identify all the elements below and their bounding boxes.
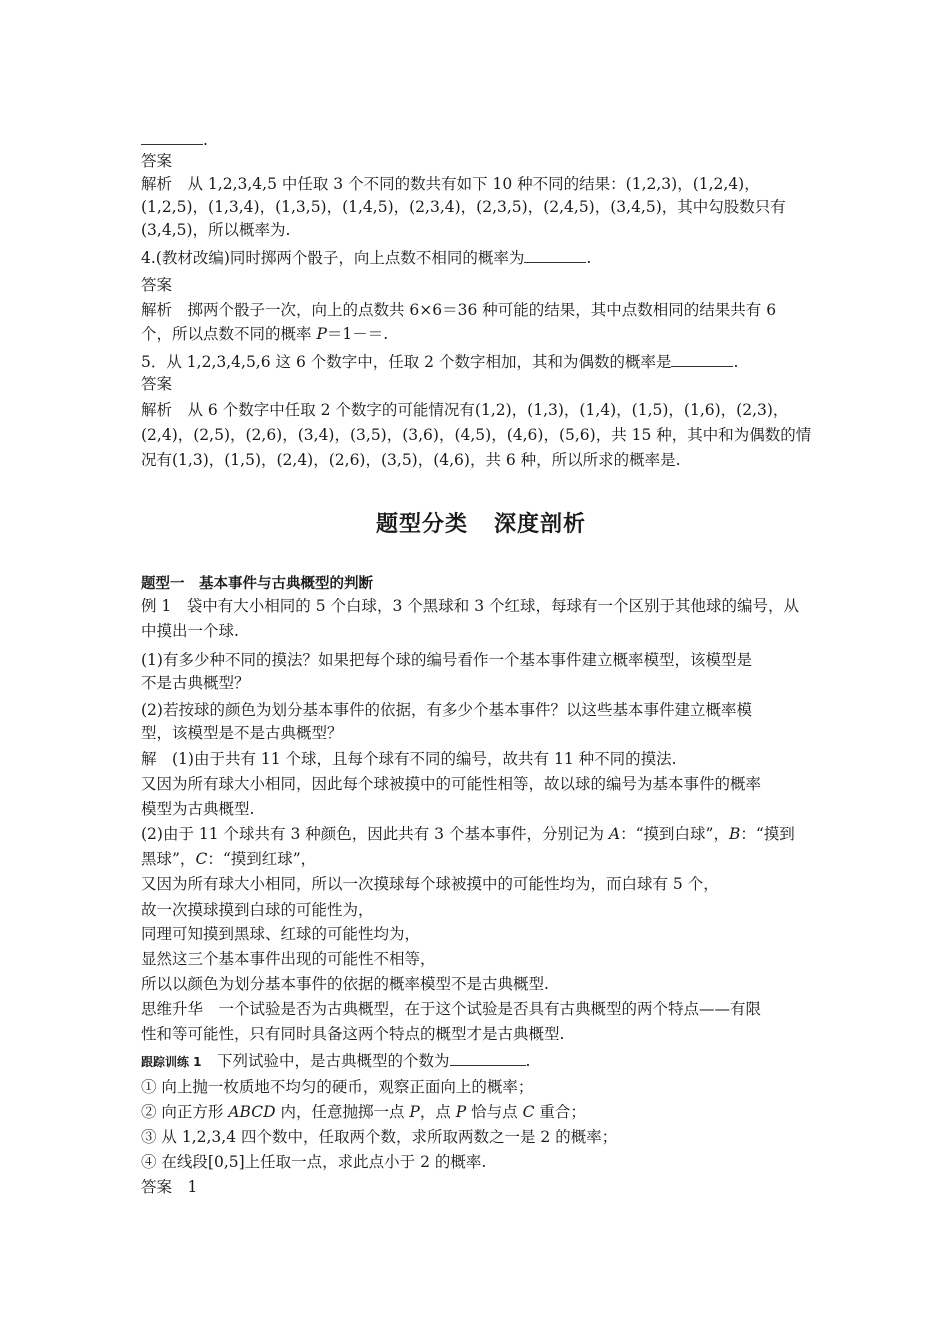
example-line: (1)有多少种不同的摸法？如果把每个球的编号看作一个基本事件建立概率模型，该模型是 <box>141 651 752 669</box>
answer-blank <box>671 351 733 367</box>
analysis-line: 解析 从 1,2,3,4,5 中任取 3 个不同的数共有如下 10 种不同的结果：(1,2,3)，(1,2,4)， <box>141 175 760 193</box>
solution-line: 又因为所有球大小相同，因此每个球被摸中的可能性相等，故以球的编号为基本事件的概率 <box>141 775 762 793</box>
follow-up-tag: 跟踪训练 1 <box>141 1055 202 1069</box>
text: ：“摸到红球”， <box>207 850 317 868</box>
follow-up-question <box>141 1050 530 1073</box>
example-line: 例 1 袋中有大小相同的 5 个白球，3 个黑球和 3 个红球，每球有一个区别于其他球的编号，从 <box>141 597 800 615</box>
analysis-line: (2,4)，(2,5)，(2,6)，(3,4)，(3,5)，(3,6)，(4,5)，(4,6)，(5,6)，共 15 种，其中和为偶数的情 <box>141 426 812 444</box>
question-text: 4.(教材改编)同时掷两个骰子，向上点数不相同的概率为 <box>141 249 525 267</box>
analysis-line: (1,2,5)，(1,3,4)，(1,3,5)，(1,4,5)，(2,3,4)，(2,3,5)，(2,4,5)，(3,4,5)，其中勾股数只有 <box>141 198 786 216</box>
answer-line: 答案 1 <box>141 1178 198 1196</box>
title-part: 题型分类 <box>375 512 468 537</box>
text: 黑球”， <box>141 850 196 868</box>
type-heading: 题型一 基本事件与古典概型的判断 <box>141 576 373 592</box>
example-line: (2)若按球的颜色为划分基本事件的依据，有多少个基本事件？以这些基本事件建立概率模 <box>141 701 752 719</box>
question-text: 下列试验中，是古典概型的个数为 <box>201 1052 450 1070</box>
var-c: C <box>522 1103 535 1121</box>
solution-line: 又因为所有球大小相同，所以一次摸球每个球被摸中的可能性均为，而白球有 5 个， <box>141 875 719 893</box>
question-5 <box>141 351 738 373</box>
var-p: P <box>455 1103 467 1121</box>
text: ：“摸到白球”， <box>620 825 729 843</box>
example-line: 不是古典概型？ <box>141 674 250 692</box>
option-3: ③ 从 1,2,3,4 四个数中，任取两个数，求所取两数之一是 2 的概率； <box>141 1128 618 1146</box>
analysis-line: (3,4,5)，所以概率为. <box>141 221 291 239</box>
var-p: P <box>316 325 327 343</box>
text: ② 向正方形 <box>141 1103 229 1121</box>
text: 恰与点 <box>466 1103 523 1121</box>
solution-line <box>141 848 316 870</box>
solution-line: 模型为古典概型. <box>141 800 255 818</box>
solution-line: 同理可知摸到黑球、红球的可能性均为， <box>141 925 421 943</box>
text: ＝1－＝. <box>326 325 389 343</box>
option-2 <box>141 1101 586 1123</box>
solution-line: 所以以颜色为划分基本事件的依据的概率模型不是古典概型. <box>141 975 549 993</box>
solution-line <box>141 823 795 845</box>
example-line: 中摸出一个球. <box>141 622 239 640</box>
text: 个，所以点数不同的概率 <box>141 325 317 343</box>
solution-line: 显然这三个基本事件出现的可能性不相等， <box>141 950 436 968</box>
analysis-line: 解析 掷两个骰子一次，向上的点数共 6×6＝36 种可能的结果，其中点数相同的结果共有 6 <box>141 301 777 319</box>
text: (2)由于 11 个球共有 3 种颜色，因此共有 3 个基本事件，分别记为 <box>141 825 609 843</box>
question-text: 5．从 1,2,3,4,5,6 这 6 个数字中，任取 2 个数字相加，其和为偶数的概率是 <box>141 353 672 371</box>
solution-line: 解 (1)由于共有 11 个球，且每个球有不同的编号，故共有 11 种不同的摸法. <box>141 750 677 768</box>
option-1: ① 向上抛一枚质地不均匀的硬币，观察正面向上的概率； <box>141 1078 534 1096</box>
answer-label: 答案 <box>141 152 173 170</box>
answer-label: 答案 <box>141 375 173 393</box>
option-4: ④ 在线段[0,5]上任取一点，求此点小于 2 的概率. <box>141 1153 487 1171</box>
solution-line: 故一次摸球摸到白球的可能性为， <box>141 901 374 919</box>
thinking-line: 思维升华 一个试验是否为古典概型，在于这个试验是否具有古典概型的两个特点——有限 <box>141 1000 762 1018</box>
text: 内，任意抛掷一点 <box>275 1103 410 1121</box>
analysis-line: 解析 从 6 个数字中任取 2 个数字的可能情况有(1,2)，(1,3)，(1,4)，(1,5)，(1,6)，(2,3)， <box>141 401 789 419</box>
var-c: C <box>195 850 208 868</box>
period: . <box>733 353 739 371</box>
analysis-line: 况有(1,3)，(1,5)，(2,4)，(2,6)，(3,5)，(4,6)，共 6 种，所以所求的概率是. <box>141 451 681 469</box>
example-line: 型，该模型是不是古典概型？ <box>141 724 343 742</box>
period: . <box>586 249 592 267</box>
answer-blank <box>450 1050 526 1066</box>
text: 重合； <box>534 1103 586 1121</box>
answer-blank <box>524 247 586 263</box>
var-abcd: ABCD <box>228 1103 276 1121</box>
question-4 <box>141 247 591 269</box>
answer-label: 答案 <box>141 276 173 294</box>
analysis-line <box>141 323 388 345</box>
thinking-line: 性和等可能性，只有同时具备这两个特点的概型才是古典概型. <box>141 1025 565 1043</box>
var-b: B <box>728 825 741 843</box>
var-p: P <box>409 1103 420 1121</box>
title-part: 深度剖析 <box>494 512 587 537</box>
period: . <box>525 1052 531 1070</box>
answer-blank-line <box>141 129 208 151</box>
section-title <box>141 507 821 538</box>
text: ，点 <box>419 1103 456 1121</box>
var-a: A <box>608 825 621 843</box>
answer-blank <box>141 129 203 145</box>
text: ：“摸到 <box>740 825 795 843</box>
period: . <box>203 131 208 149</box>
